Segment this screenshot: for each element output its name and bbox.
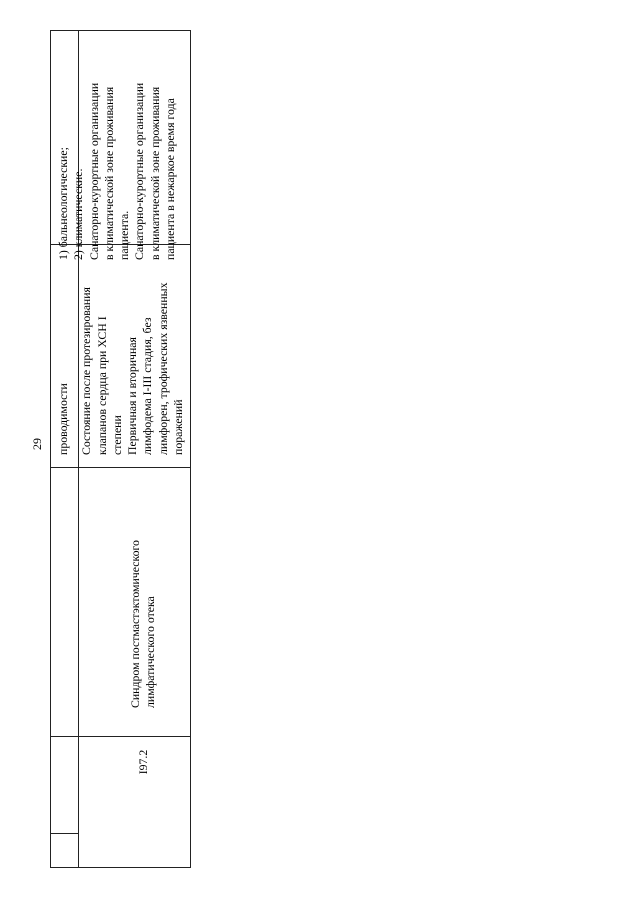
row-divider-4 <box>50 833 78 834</box>
treatment-line: 1) бальнеологические; <box>56 147 70 260</box>
code-cell <box>136 727 151 797</box>
treatment-line: пациента. <box>117 210 132 260</box>
diagnosis-line: лимфодема I-III стадия, без <box>140 317 155 455</box>
treatment-cell <box>56 25 178 260</box>
page-number: 29 <box>30 438 44 450</box>
syndrome-text: Синдром постмастэктомического лимфатического отека <box>128 540 158 708</box>
treatment-line: 2) климатические. <box>71 168 86 260</box>
row-divider-2 <box>50 467 191 468</box>
diagnosis-line: Первичная и вторичная <box>125 337 140 455</box>
treatment-line: Санаторно-курортные организации <box>86 82 101 260</box>
diagnosis-line: лимфорен, трофических язвенных <box>155 282 170 455</box>
diagnosis-line: Состояние после протезирования <box>79 287 94 455</box>
treatment-line: в климатической зоне проживания <box>147 86 162 260</box>
table-right-border <box>190 30 191 868</box>
treatment-line: Санаторно-курортные организации <box>132 82 147 260</box>
treatment-line: пациента в нежаркое время года <box>163 98 178 260</box>
syndrome-cell <box>128 503 159 708</box>
diagnosis-line: поражений <box>171 399 186 455</box>
code-text: I97.2 <box>136 749 150 775</box>
table-bottom-border <box>50 867 191 868</box>
diagnosis-line: проводимости <box>56 383 70 455</box>
diagnosis-line: клапанов сердца при ХСН I <box>94 316 109 455</box>
diagnosis-line: степени <box>109 415 124 455</box>
row-divider-3 <box>50 736 191 737</box>
treatment-line: в климатической зоне проживания <box>101 86 116 260</box>
table-left-border <box>50 30 51 868</box>
